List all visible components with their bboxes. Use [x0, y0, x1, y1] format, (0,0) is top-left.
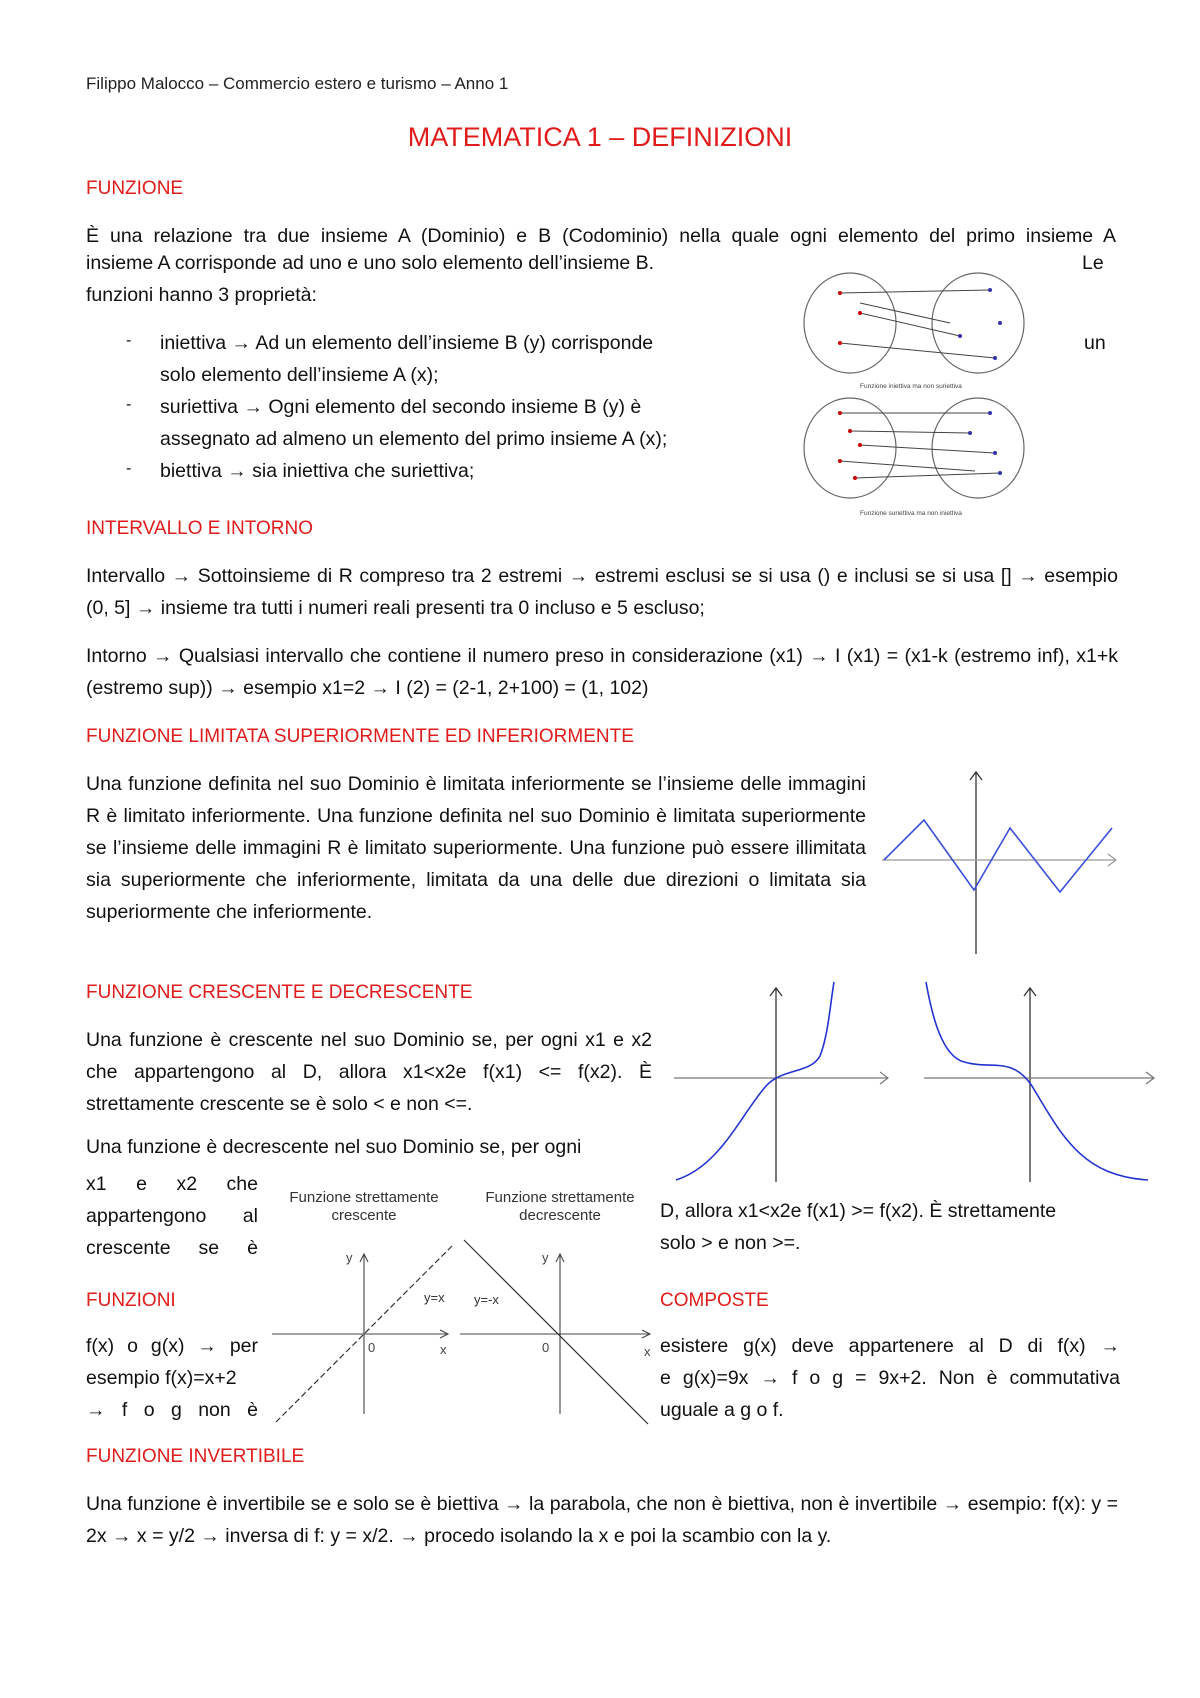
graph-strictly-decreasing: [460, 1189, 651, 1424]
svg-text:y: y: [346, 1250, 353, 1265]
composte-right-column: esistere g(x) deve appartenere al D di f(x) → e g(x)=9x → f o g = 9x+2. Non è commutativa uguale a g o f.: [660, 1335, 1120, 1421]
page-title: MATEMATICA 1 – DEFINIZIONI: [407, 122, 793, 152]
linear-monotone-graphs: [272, 1186, 664, 1426]
crescente-paragraph: Una funzione è crescente nel suo Dominio se, per ogni x1 e x2 che appartengono al D, allora x1<x2e f(x1) <= f(x2). È strettamente crescente se è solo < e non <=.: [86, 1029, 652, 1115]
invertibile-paragraph: Una funzione è invertibile se e solo se è biettiva → la parabola, che non è biettiva, non è invertibile → esempio: f(x): y = 2x → x = y/2 → inversa di f: y = x/2. → procedo isolando la x e poi la scambio con la y.: [86, 1493, 1118, 1547]
svg-text:y: y: [542, 1250, 549, 1265]
svg-text:Funzione strettamente: Funzione strettamente: [485, 1189, 635, 1206]
funzione-intro: È una relazione tra due insieme A (Dominio) e B (Codominio) nella quale ogni elemento del primo insieme A: [86, 225, 1116, 247]
function-mapping-diagrams: [800, 268, 1040, 518]
limitata-paragraph: Una funzione definita nel suo Dominio è limitata inferiormente se l’insieme delle immagini R è limitato inferiormente. Una funzione definita nel suo Dominio è limitata superiormente se l’insieme delle immagini R è limitato superiormente. Una funzione può essere illimitata sia superiormente che inferiormente, limitata da una delle due direzioni o limitata sia superiormente che inferiormente.: [86, 773, 866, 923]
section-heading-limitata: FUNZIONE LIMITATA SUPERIORMENTE ED INFERIORMENTE: [86, 726, 634, 747]
funzione-le: Le: [1082, 252, 1104, 274]
monotone-curves-graph: [670, 976, 1160, 1186]
mapping-diagram-surjective: [804, 398, 1024, 517]
property-list: [126, 332, 760, 492]
svg-text:y=x: y=x: [424, 1290, 445, 1305]
section-heading-crescente: FUNZIONE CRESCENTE E DECRESCENTE: [86, 982, 473, 1003]
diagram-caption: Funzione suriettiva ma non iniettiva: [860, 510, 962, 517]
composte-left-column: f(x) o g(x) → per esempio f(x)=x+2 → f o g non è: [86, 1335, 258, 1421]
svg-text:0: 0: [368, 1340, 376, 1355]
list-item: - suriettiva → Ogni elemento del secondo insieme B (y) è: [126, 396, 642, 418]
increasing-curve-graph: [674, 982, 888, 1182]
funzione-intro-line2: insieme A corrisponde ad uno e uno solo elemento dell’insieme B.: [86, 252, 655, 274]
section-heading-intervallo: INTERVALLO E INTORNO: [86, 518, 313, 539]
svg-text:0: 0: [542, 1340, 550, 1355]
decrescente-line1: Una funzione è decrescente nel suo Dominio se, per ogni: [86, 1136, 582, 1158]
intorno-definition: Intorno → Qualsiasi intervallo che contiene il numero preso in considerazione (x1) → I (x1) = (x1-k (estremo inf), x1+k (estremo sup)) → esempio x1=2 → I (2) = (2-1, 2+100) = (1, 102): [86, 645, 1118, 699]
page-header: Filippo Malocco – Commercio estero e turismo – Anno 1: [86, 74, 509, 93]
section-heading-composte-left: FUNZIONI: [86, 1290, 176, 1311]
list-item-right-word: un: [1084, 332, 1106, 354]
section-heading-funzione: FUNZIONE: [86, 178, 184, 199]
svg-text:decrescente: decrescente: [519, 1207, 601, 1224]
decreasing-curve-graph: [924, 982, 1154, 1182]
section-heading-composte-right: COMPOSTE: [660, 1290, 769, 1311]
zigzag-graph: [880, 768, 1120, 958]
intervallo-definition: Intervallo → Sottoinsieme di R compreso tra 2 estremi → estremi esclusi se si usa () e inclusi se si usa [] → esempio (0, 5] → insieme tra tutti i numeri reali presenti tra 0 incluso e 5 escluso;: [86, 565, 1118, 619]
decrescente-right-column: D, allora x1<x2e f(x1) >= f(x2). È strettamente solo > e non >=.: [660, 1200, 1057, 1254]
svg-text:x: x: [644, 1344, 651, 1359]
svg-text:Funzione strettamente: Funzione strettamente: [289, 1189, 439, 1206]
list-item: - biettiva → sia iniettiva che suriettiva;: [126, 460, 475, 482]
diagram-caption: Funzione iniettiva ma non suriettiva: [860, 383, 962, 390]
mapping-diagram-injective: [804, 273, 1024, 390]
list-item-continuation: solo elemento dell’insieme A (x);: [160, 364, 439, 386]
list-item-continuation: assegnato ad almeno un elemento del primo insieme A (x);: [160, 428, 668, 450]
section-heading-invertibile: FUNZIONE INVERTIBILE: [86, 1446, 305, 1467]
svg-text:x: x: [440, 1342, 447, 1357]
svg-text:crescente: crescente: [331, 1207, 397, 1224]
funzione-props-line: funzioni hanno 3 proprietà:: [86, 284, 317, 306]
graph-strictly-increasing: [272, 1189, 452, 1422]
list-item: - iniettiva → Ad un elemento dell’insieme B (y) corrisponde: [126, 332, 654, 354]
svg-text:y=-x: y=-x: [474, 1292, 499, 1307]
decrescente-left-column: x1 e x2 che appartengono al crescente se è: [86, 1173, 258, 1259]
